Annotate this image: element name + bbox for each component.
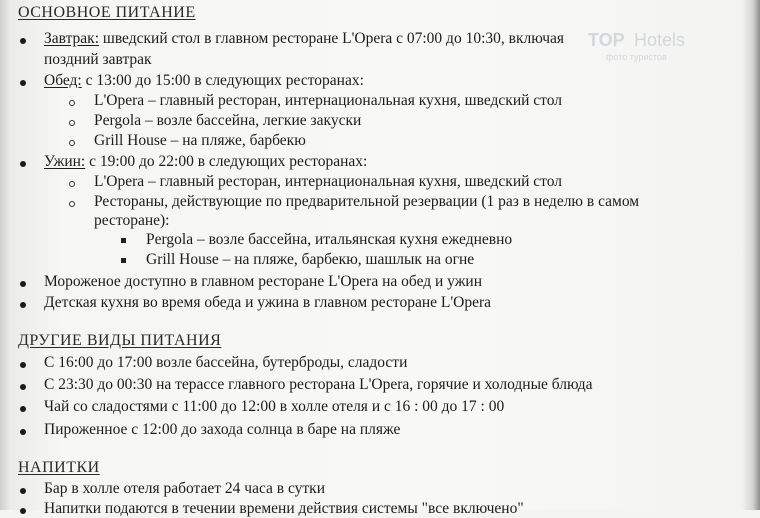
scan-edge-left (0, 0, 10, 510)
other-item: Чай со сладостями с 11:00 до 12:00 в холле отеля и с 16 : 00 до 17 : 00 (44, 398, 505, 415)
watermark-top: TOP (588, 30, 625, 50)
circle-bullet (69, 100, 75, 106)
dinner-label: Ужин: (44, 153, 86, 170)
tophotels-watermark (588, 24, 708, 68)
bullet (20, 80, 26, 86)
dinner-item: Рестораны, действующие по предварительной резервации (1 раз в неделю в самом (94, 193, 640, 210)
lunch-item: Pergola – возле бассейна, легкие закуски (94, 112, 362, 129)
circle-bullet (69, 140, 75, 146)
dinner-line (44, 153, 367, 171)
dinner-subitem: Pergola – возле бассейна, итальянская кухня ежедневно (146, 231, 513, 248)
bullet (20, 38, 26, 44)
dinner-subitem: Grill House – на пляже, барбекю, шашлык на огне (146, 251, 475, 268)
dinner-item: L'Opera – главный ресторан, интернациональная кухня, шведский стол (94, 173, 563, 190)
drinks-item: Бар в холле отеля работает 24 часа в сутки (44, 480, 325, 497)
kids-menu-line: Детская кухня во время обеда и ужина в главном ресторане L'Opera (44, 294, 492, 311)
watermark-tagline: фото туристов (606, 52, 667, 62)
dinner-item-continuation: ресторане): (94, 212, 170, 229)
other-item: С 16:00 до 17:00 возле бассейна, бутерброды, сладости (44, 354, 408, 371)
watermark-hotels: Hotels (634, 30, 686, 50)
heading-other-meals: ДРУГИЕ ВИДЫ ПИТАНИЯ (18, 332, 222, 349)
bullet (20, 161, 26, 167)
circle-bullet (69, 181, 75, 187)
lunch-text: с 13:00 до 15:00 в следующих ресторанах: (81, 72, 364, 89)
lunch-line (44, 72, 364, 90)
bullet (20, 384, 26, 390)
bullet (20, 508, 26, 514)
breakfast-label: Завтрак: (44, 30, 100, 47)
heading-basic-meals: ОСНОВНОЕ ПИТАНИЕ (18, 4, 196, 21)
dinner-text: с 19:00 до 22:00 в следующих ресторанах: (85, 153, 368, 170)
other-item: С 23:30 до 00:30 на терассе главного ресторана L'Opera, горячие и холодные блюда (44, 376, 593, 393)
breakfast-text: шведский стол в главном ресторане L'Opera с 07:00 до 10:30, включая (99, 30, 565, 47)
circle-bullet (69, 201, 75, 207)
bullet (20, 302, 26, 308)
bullet (20, 429, 26, 435)
breakfast-continuation: поздний завтрак (44, 51, 152, 68)
bullet (20, 362, 26, 368)
bullet (20, 488, 26, 494)
scan-edge-right (742, 0, 760, 510)
bullet (20, 281, 26, 287)
lunch-item: Grill House – на пляже, барбекю (94, 132, 306, 149)
drinks-item: Напитки подаются в течении времени действия системы "все включено" (44, 500, 524, 517)
icecream-line: Мороженое доступно в главном ресторане L'Opera на обед и ужин (44, 273, 483, 290)
circle-bullet (69, 120, 75, 126)
bullet (20, 406, 26, 412)
lunch-label: Обед: (44, 72, 82, 89)
lunch-item: L'Opera – главный ресторан, интернациональная кухня, шведский стол (94, 92, 563, 109)
square-bullet (121, 258, 126, 263)
other-item: Пироженное с 12:00 до захода солнца в баре на пляже (44, 421, 401, 438)
square-bullet (121, 238, 126, 243)
heading-drinks: НАПИТКИ (18, 459, 100, 476)
breakfast-line (44, 30, 564, 48)
